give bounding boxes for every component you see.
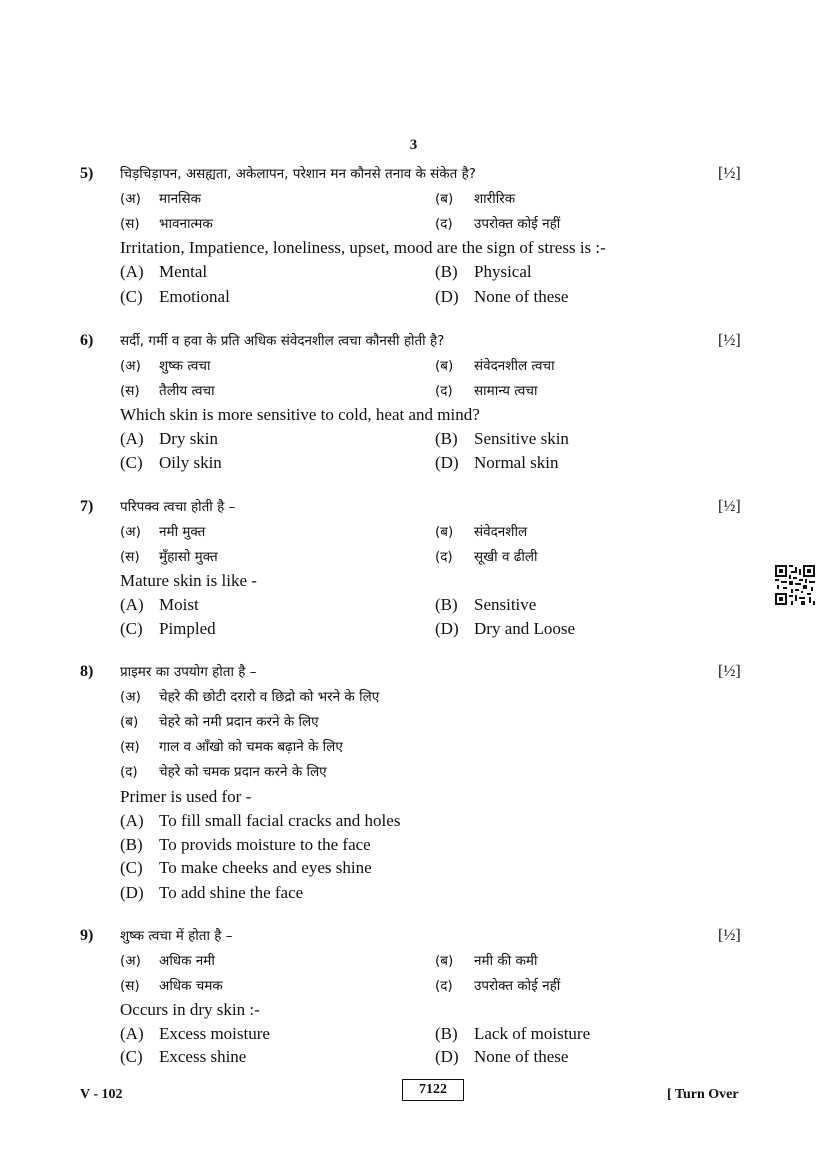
option-hindi-b: (ब) नमी की कमी xyxy=(435,953,538,969)
option-hindi-b: (ब) चेहरे को नमी प्रदान करने के लिए xyxy=(120,714,319,730)
option-hindi-c: (स) भावनात्मक xyxy=(120,216,213,232)
option-hindi-c: (स) अधिक चमक xyxy=(120,978,223,994)
marks-label: [½] xyxy=(718,663,741,680)
option-hindi-d: (द) सामान्य त्वचा xyxy=(435,383,538,399)
question-number: 8) xyxy=(80,663,94,680)
question-text-english: Mature skin is like - xyxy=(120,571,257,590)
page-number: 3 xyxy=(409,137,418,153)
option-english-a: (A) To fill small facial cracks and holes xyxy=(120,811,401,830)
option-english-c: (C) Oily skin xyxy=(120,453,222,472)
option-hindi-a: (अ) मानसिक xyxy=(120,191,202,207)
option-hindi-a: (अ) चेहरे की छोटी दरारो व छिद्रो को भरने के लिए xyxy=(120,689,380,705)
option-hindi-c: (स) गाल व आँखो को चमक बढ़ाने के लिए xyxy=(120,739,343,755)
qr-code-icon xyxy=(775,565,815,605)
page-code-box: 7122 xyxy=(402,1079,464,1101)
question-text-hindi: सर्दी, गर्मी व हवा के प्रति अधिक संवेदनशील त्वचा कौनसी होती है? xyxy=(120,333,445,349)
option-english-b: (B) Lack of moisture xyxy=(435,1024,591,1043)
marks-label: [½] xyxy=(718,332,741,349)
option-english-b: (B) Sensitive skin xyxy=(435,429,569,448)
option-hindi-a: (अ) शुष्क त्वचा xyxy=(120,358,211,374)
option-english-c: (C) To make cheeks and eyes shine xyxy=(120,858,372,877)
option-english-d: (D) Dry and Loose xyxy=(435,619,576,638)
question-number: 5) xyxy=(80,165,94,182)
marks-label: [½] xyxy=(718,165,741,182)
question-number: 7) xyxy=(80,498,94,515)
option-hindi-d: (द) चेहरे को चमक प्रदान करने के लिए xyxy=(120,764,327,780)
question-text-hindi: चिड़चिड़ापन, असह्यता, अकेलापन, परेशान मन कौनसे तनाव के संकेत है? xyxy=(120,166,476,182)
option-english-b: (B) To provids moisture to the face xyxy=(120,835,371,854)
marks-label: [½] xyxy=(718,927,741,944)
option-hindi-c: (स) मुँहासो मुक्त xyxy=(120,549,218,565)
option-english-a: (A) Excess moisture xyxy=(120,1024,270,1043)
option-hindi-b: (ब) संवेदनशील xyxy=(435,524,528,540)
option-english-b: (B) Sensitive xyxy=(435,595,537,614)
option-hindi-a: (अ) नमी मुक्त xyxy=(120,524,206,540)
question-text-english: Occurs in dry skin :- xyxy=(120,1000,260,1019)
option-english-d: (D) To add shine the face xyxy=(120,883,304,902)
option-hindi-a: (अ) अधिक नमी xyxy=(120,953,215,969)
question-text-hindi: शुष्क त्वचा में होता है – xyxy=(120,928,233,944)
option-english-c: (C) Emotional xyxy=(120,287,230,306)
option-english-c: (C) Excess shine xyxy=(120,1047,247,1066)
option-english-a: (A) Dry skin xyxy=(120,429,219,448)
option-hindi-d: (द) उपरोक्त कोई नहीं xyxy=(435,216,561,232)
question-number: 6) xyxy=(80,332,94,349)
turn-over-label: [ Turn Over xyxy=(667,1087,739,1102)
option-english-a: (A) Mental xyxy=(120,262,208,281)
option-hindi-b: (ब) शारीरिक xyxy=(435,191,516,207)
question-text-english: Irritation, Impatience, loneliness, upset, mood are the sign of stress is :- xyxy=(120,238,606,257)
question-text-hindi: प्राइमर का उपयोग होता है – xyxy=(120,664,257,680)
option-english-c: (C) Pimpled xyxy=(120,619,216,638)
option-english-d: (D) Normal skin xyxy=(435,453,559,472)
question-number: 9) xyxy=(80,927,94,944)
option-english-d: (D) None of these xyxy=(435,287,569,306)
paper-code: V - 102 xyxy=(80,1087,123,1102)
question-text-hindi: परिपक्व त्वचा होती है – xyxy=(120,499,236,515)
option-hindi-d: (द) सूखी व ढीली xyxy=(435,549,538,565)
question-text-english: Which skin is more sensitive to cold, heat and mind? xyxy=(120,405,480,424)
marks-label: [½] xyxy=(718,498,741,515)
option-hindi-b: (ब) संवेदनशील त्वचा xyxy=(435,358,555,374)
option-hindi-c: (स) तैलीय त्वचा xyxy=(120,383,215,399)
option-english-d: (D) None of these xyxy=(435,1047,569,1066)
option-english-a: (A) Moist xyxy=(120,595,199,614)
option-english-b: (B) Physical xyxy=(435,262,532,281)
question-text-english: Primer is used for - xyxy=(120,787,252,806)
option-hindi-d: (द) उपरोक्त कोई नहीं xyxy=(435,978,561,994)
